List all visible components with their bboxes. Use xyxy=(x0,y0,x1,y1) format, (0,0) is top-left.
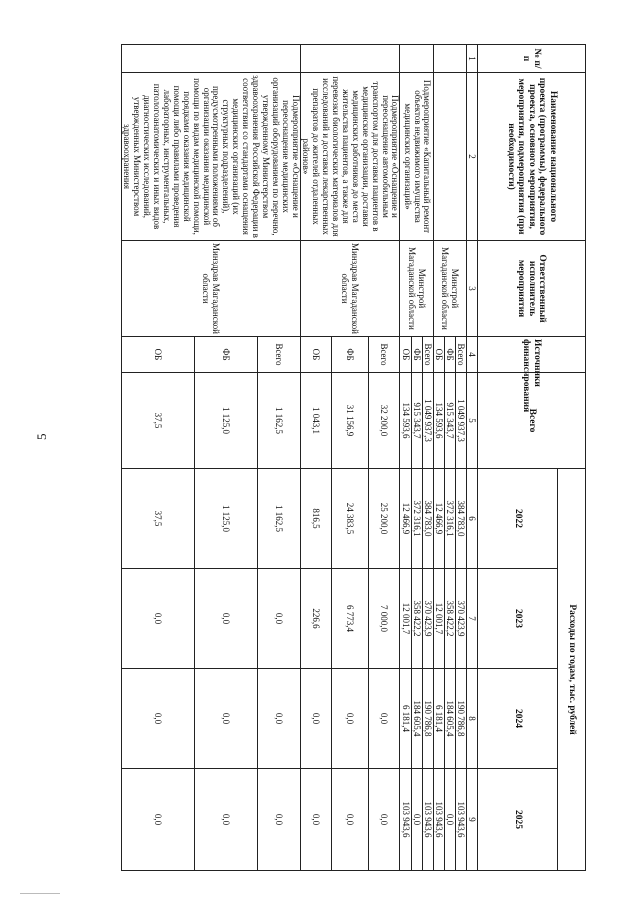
source-cell: Всего xyxy=(368,337,400,373)
value-2025: 0,0 xyxy=(368,769,400,871)
header-total: Всего xyxy=(478,373,586,469)
row-name-cell: Подмероприятие «Оснащение и переоснащение автомобильным транспортом для доставки пациентов в медицинские организации, доставки медицинских работников до места жительства пациентов, а также для перевозки биологических материалов для исследований и доставки лекарственных препаратов до жителей отдаленных районов» xyxy=(300,73,400,241)
row-num-cell xyxy=(300,45,400,73)
table-row xyxy=(258,45,300,871)
value-2022: 37,5 xyxy=(121,469,195,569)
header-row-1 xyxy=(558,45,586,871)
value-2025: 0,0 xyxy=(444,769,455,871)
value-2024: 190 786,8 xyxy=(422,669,433,769)
value-2022: 12 466,9 xyxy=(400,469,411,569)
colnum: 6 xyxy=(466,469,477,569)
header-2022: 2022 xyxy=(478,469,558,569)
total-cell: 31 156,9 xyxy=(332,373,368,469)
total-cell: 915 343,7 xyxy=(411,373,422,469)
value-2022: 372 316,1 xyxy=(411,469,422,569)
value-2022: 12 466,9 xyxy=(433,469,444,569)
executor-cell: Минстрой Магаданской области xyxy=(400,241,433,337)
source-cell: Всего xyxy=(422,337,433,373)
total-cell: 37,5 xyxy=(121,373,195,469)
value-2024: 0,0 xyxy=(121,669,195,769)
header-2024: 2024 xyxy=(478,669,558,769)
value-2023: 7 000,0 xyxy=(368,569,400,669)
table-row xyxy=(368,45,400,871)
value-2022: 384 783,0 xyxy=(455,469,466,569)
value-2023: 6 773,4 xyxy=(332,569,368,669)
value-2023: 0,0 xyxy=(195,569,258,669)
value-2023: 358 422,2 xyxy=(444,569,455,669)
source-cell: Всего xyxy=(455,337,466,373)
column-numbers-row xyxy=(466,45,477,871)
value-2023: 370 423,9 xyxy=(422,569,433,669)
value-2025: 0,0 xyxy=(258,769,300,871)
row-num-cell xyxy=(400,45,433,73)
source-cell: ФБ xyxy=(195,337,258,373)
colnum: 8 xyxy=(466,669,477,769)
colnum: 1 xyxy=(466,45,477,73)
value-2023: 0,0 xyxy=(258,569,300,669)
header-num: № п/п xyxy=(478,45,586,73)
value-2022: 372 316,1 xyxy=(444,469,455,569)
source-cell: ОБ xyxy=(121,337,195,373)
value-2023: 12 001,7 xyxy=(400,569,411,669)
table-row xyxy=(455,45,466,871)
total-cell: 1 049 937,3 xyxy=(422,373,433,469)
colnum: 3 xyxy=(466,241,477,337)
value-2025: 0,0 xyxy=(300,769,332,871)
rotated-budget-table xyxy=(122,44,586,870)
value-2024: 6 181,4 xyxy=(400,669,411,769)
source-cell: ФБ xyxy=(411,337,422,373)
header-2025: 2025 xyxy=(478,769,558,871)
row-name-cell: Подмероприятие «Капитальный ремонт объектов недвижимого имущества медицинских организаций» xyxy=(400,73,433,241)
total-cell: 134 593,6 xyxy=(433,373,444,469)
value-2025: 103 943,6 xyxy=(400,769,411,871)
header-2023: 2023 xyxy=(478,569,558,669)
source-cell: Всего xyxy=(258,337,300,373)
total-cell: 134 593,6 xyxy=(400,373,411,469)
total-cell: 1 043,1 xyxy=(300,373,332,469)
value-2025: 103 943,6 xyxy=(455,769,466,871)
source-cell: ОБ xyxy=(433,337,444,373)
executor-cell: Минстрой Магаданской области xyxy=(433,241,466,337)
executor-cell: Минздрав Магаданской области xyxy=(300,241,400,337)
total-cell: 1 125,0 xyxy=(195,373,258,469)
total-cell: 1 049 937,3 xyxy=(455,373,466,469)
source-cell: ОБ xyxy=(300,337,332,373)
value-2024: 0,0 xyxy=(258,669,300,769)
value-2022: 816,5 xyxy=(300,469,332,569)
source-cell: ФБ xyxy=(332,337,368,373)
row-name-cell: Подмероприятие «Оснащение и переоснащение медицинских организаций оборудованием по перечню, утвержденному Министерством здравоохранения Российской Федерации в соответствии со стандартами оснащения медицинских организаций (их структурных подразделений), предусмотренными положениями об организации оказания медицинской помощи по видам медицинской помощи, порядками оказания медицинской помощи либо правилами проведения лабораторных, инструментальных, патологоанатомических и иных видов диагностических исследований, утвержденных Министерством здравоохранения xyxy=(121,73,300,241)
value-2023: 358 422,2 xyxy=(411,569,422,669)
budget-table xyxy=(121,44,586,871)
executor-cell: Минздрав Магаданской области xyxy=(121,241,300,337)
value-2022: 25 200,0 xyxy=(368,469,400,569)
total-cell: 915 343,7 xyxy=(444,373,455,469)
value-2025: 0,0 xyxy=(332,769,368,871)
value-2023: 370 423,9 xyxy=(455,569,466,669)
colnum: 4 xyxy=(466,337,477,373)
value-2024: 0,0 xyxy=(195,669,258,769)
colnum: 5 xyxy=(466,373,477,469)
value-2024: 190 786,8 xyxy=(455,669,466,769)
value-2025: 0,0 xyxy=(411,769,422,871)
value-2025: 0,0 xyxy=(195,769,258,871)
colnum: 9 xyxy=(466,769,477,871)
header-source: Источники финансирования xyxy=(478,337,586,373)
value-2024: 6 181,4 xyxy=(433,669,444,769)
value-2023: 226,6 xyxy=(300,569,332,669)
row-name-cell xyxy=(433,73,466,241)
header-years-group: Расходы по годам, тыс. рублей xyxy=(558,469,586,871)
colnum: 7 xyxy=(466,569,477,669)
table-row xyxy=(422,45,433,871)
value-2022: 1 162,5 xyxy=(258,469,300,569)
row-num-cell xyxy=(121,45,300,73)
page-number: 5 xyxy=(34,433,49,440)
value-2024: 0,0 xyxy=(300,669,332,769)
colnum: 2 xyxy=(466,73,477,241)
value-2022: 384 783,0 xyxy=(422,469,433,569)
value-2025: 103 943,6 xyxy=(433,769,444,871)
value-2024: 0,0 xyxy=(368,669,400,769)
value-2022: 1 125,0 xyxy=(195,469,258,569)
value-2024: 184 605,4 xyxy=(444,669,455,769)
value-2024: 184 605,4 xyxy=(411,669,422,769)
value-2025: 0,0 xyxy=(121,769,195,871)
value-2022: 24 383,5 xyxy=(332,469,368,569)
scan-edge-mark xyxy=(20,893,60,894)
total-cell: 1 162,5 xyxy=(258,373,300,469)
row-num-cell xyxy=(433,45,466,73)
header-name: Наименование национального проекта (программы), федерального проекта, основного мероприятия, мероприятия, подмероприятия (при необходимости) xyxy=(478,73,586,241)
source-cell: ОБ xyxy=(400,337,411,373)
header-executor: Ответственный исполнитель мероприятия xyxy=(478,241,586,337)
total-cell: 32 200,0 xyxy=(368,373,400,469)
value-2025: 103 943,6 xyxy=(422,769,433,871)
value-2024: 0,0 xyxy=(332,669,368,769)
value-2023: 0,0 xyxy=(121,569,195,669)
source-cell: ФБ xyxy=(444,337,455,373)
value-2023: 12 001,7 xyxy=(433,569,444,669)
